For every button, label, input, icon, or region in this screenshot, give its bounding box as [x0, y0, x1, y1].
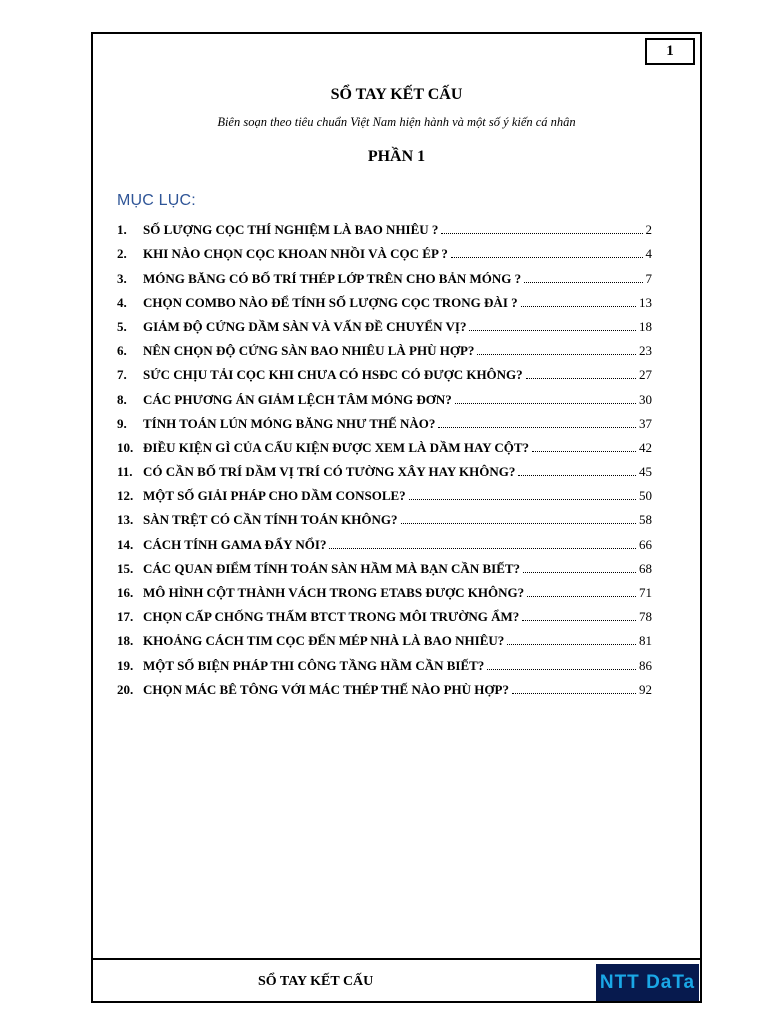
toc-entry[interactable]	[117, 432, 652, 456]
toc-leader-dots	[487, 669, 636, 670]
toc-entry[interactable]	[117, 649, 652, 673]
toc-entry[interactable]	[117, 359, 652, 383]
toc-entry-page: 42	[639, 439, 652, 455]
toc-entry-title: ĐIỀU KIỆN GÌ CỦA CẤU KIỆN ĐƯỢC XEM LÀ DẦM HAY CỘT?	[143, 439, 530, 455]
toc-entry-number: 10.	[117, 439, 134, 455]
toc-entry[interactable]	[117, 287, 652, 311]
toc-entry-page: 4	[645, 246, 652, 262]
toc-leader-dots	[477, 354, 636, 355]
toc-entry[interactable]	[117, 504, 652, 528]
toc-entry-number: 18.	[117, 633, 134, 649]
toc-entry-page: 66	[639, 536, 652, 552]
toc-entry[interactable]	[117, 528, 652, 552]
toc-entry-title: CHỌN CẤP CHỐNG THẤM BTCT TRONG MÔI TRƯỜNG ẨM?	[143, 609, 520, 625]
toc-leader-dots	[526, 378, 636, 379]
toc-leader-dots	[401, 523, 636, 524]
toc-entry[interactable]	[117, 601, 652, 625]
toc-entry-number: 6.	[117, 343, 127, 359]
toc-entry-title: MỘT SỐ GIẢI PHÁP CHO DẦM CONSOLE?	[143, 488, 406, 504]
company-logo	[596, 964, 699, 1001]
toc-entry-page: 68	[639, 560, 652, 576]
toc-leader-dots	[455, 403, 636, 404]
toc-entry-page: 92	[639, 681, 652, 697]
toc-entry-number: 20.	[117, 681, 134, 697]
toc-leader-dots	[532, 451, 636, 452]
toc-entry[interactable]	[117, 335, 652, 359]
toc-entry-number: 17.	[117, 609, 134, 625]
toc-entry-page: 58	[639, 512, 652, 528]
toc-entry[interactable]	[117, 456, 652, 480]
document-subtitle: Biên soạn theo tiêu chuẩn Việt Nam hiện hành và một số ý kiến cá nhân	[217, 115, 576, 129]
toc-entry[interactable]	[117, 408, 652, 432]
toc-entry-title: SÀN TRỆT CÓ CẦN TÍNH TOÁN KHÔNG?	[143, 512, 398, 528]
toc-entry[interactable]	[117, 214, 652, 238]
toc-leader-dots	[522, 620, 636, 621]
toc-entry-page: 50	[639, 488, 652, 504]
toc-entry[interactable]	[117, 238, 652, 262]
toc-leader-dots	[441, 233, 642, 234]
toc-leader-dots	[451, 257, 643, 258]
toc-entry-page: 18	[639, 318, 652, 334]
toc-entry-title: CHỌN COMBO NÀO ĐỂ TÍNH SỐ LƯỢNG CỌC TRONG ĐÀI ?	[143, 294, 518, 310]
toc-entry-title: KHOẢNG CÁCH TIM CỌC ĐẾN MÉP NHÀ LÀ BAO NHIÊU?	[143, 633, 505, 649]
footer-title: SỔ TAY KẾT CẤU	[258, 974, 374, 989]
toc-entry-number: 13.	[117, 512, 134, 528]
toc-entry-page: 45	[639, 464, 652, 480]
toc-entry-number: 5.	[117, 318, 127, 334]
toc-leader-dots	[527, 596, 636, 597]
toc-entry-title: MỘT SỐ BIỆN PHÁP THI CÔNG TẦNG HẦM CẦN BIẾT?	[143, 657, 485, 673]
part-heading: PHẦN 1	[367, 148, 426, 165]
toc-entry-number: 4.	[117, 294, 127, 310]
toc-entry-title: CÁCH TÍNH GAMA ĐẨY NỔI?	[143, 536, 327, 552]
toc-entry[interactable]	[117, 577, 652, 601]
toc-entry-number: 16.	[117, 585, 134, 600]
toc-entry-title: CÁC PHƯƠNG ÁN GIẢM LỆCH TÂM MÓNG ĐƠN?	[143, 391, 452, 407]
toc-entry-number: 12.	[117, 488, 134, 504]
toc-entry-page: 23	[639, 343, 652, 359]
toc-entry-title: GIẢM ĐỘ CỨNG DẦM SÀN VÀ VẤN ĐỀ CHUYỂN VỊ?	[143, 318, 467, 334]
toc-entry-title: SỐ LƯỢNG CỌC THÍ NGHIỆM LÀ BAO NHIÊU ?	[143, 222, 439, 238]
toc-leader-dots	[518, 475, 636, 476]
toc-entry-page: 78	[639, 609, 652, 625]
toc-entry-page: 30	[639, 391, 652, 407]
toc-entry[interactable]	[117, 383, 652, 407]
toc-leader-dots	[524, 282, 642, 283]
toc-entry-number: 15.	[117, 560, 134, 576]
toc-entry-page: 71	[639, 585, 652, 600]
toc-entry-number: 1.	[117, 222, 127, 238]
document-title: SỔ TAY KẾT CẤU	[330, 86, 463, 103]
toc-leader-dots	[409, 499, 636, 500]
toc-entry-title: TÍNH TOÁN LÚN MÓNG BĂNG NHƯ THẾ NÀO?	[143, 415, 436, 431]
toc-entry-page: 2	[645, 222, 652, 238]
toc-entry[interactable]	[117, 553, 652, 577]
toc-entry-number: 11.	[117, 464, 133, 480]
page-footer	[91, 958, 702, 1003]
toc-entry[interactable]	[117, 311, 652, 335]
logo-text: NTT DaTa	[599, 971, 696, 993]
toc-leader-dots	[512, 693, 636, 694]
toc-entry-title: KHI NÀO CHỌN CỌC KHOAN NHỒI VÀ CỌC ÉP ?	[143, 246, 448, 262]
toc-entry[interactable]	[117, 674, 652, 698]
toc-leader-dots	[469, 330, 636, 331]
toc-entry[interactable]	[117, 262, 652, 286]
toc-entry-page: 81	[639, 633, 652, 649]
toc-entry-page: 86	[639, 657, 652, 673]
toc-leader-dots	[438, 427, 636, 428]
toc-entry-title: MÔ HÌNH CỘT THÀNH VÁCH TRONG ETABS ĐƯỢC KHÔNG?	[143, 585, 525, 600]
toc-entry-number: 2.	[117, 246, 127, 262]
toc-entry-number: 7.	[117, 367, 127, 383]
toc-entry-title: MÓNG BĂNG CÓ BỐ TRÍ THÉP LỚP TRÊN CHO BẢN MÓNG ?	[143, 270, 522, 286]
toc-entry-title: CÓ CẦN BỐ TRÍ DẦM VỊ TRÍ CÓ TƯỜNG XÂY HAY KHÔNG?	[143, 464, 516, 480]
toc-entry-number: 14.	[117, 536, 134, 552]
toc-entry-title: SỨC CHỊU TẢI CỌC KHI CHƯA CÓ HSĐC CÓ ĐƯỢC KHÔNG?	[143, 367, 523, 383]
toc-entry-number: 8.	[117, 391, 127, 407]
page-number-box: 1	[645, 38, 695, 65]
toc-leader-dots	[521, 306, 636, 307]
toc-entry-number: 9.	[117, 415, 127, 431]
toc-leader-dots	[507, 644, 636, 645]
toc-entry[interactable]	[117, 625, 652, 649]
table-of-contents	[117, 214, 652, 698]
toc-entry-page: 37	[639, 415, 652, 431]
toc-entry-number: 3.	[117, 270, 127, 286]
toc-entry-page: 7	[645, 270, 652, 286]
toc-entry-page: 13	[639, 294, 652, 310]
toc-entry-title: NÊN CHỌN ĐỘ CỨNG SÀN BAO NHIÊU LÀ PHÙ HỢP?	[143, 343, 475, 359]
toc-entry-number: 19.	[117, 657, 134, 673]
toc-entry-title: CÁC QUAN ĐIỂM TÍNH TOÁN SÀN HẦM MÀ BẠN CẦN BIẾT?	[143, 560, 521, 576]
toc-entry-page: 27	[639, 367, 652, 383]
toc-leader-dots	[329, 548, 636, 549]
toc-leader-dots	[523, 572, 636, 573]
toc-entry-title: CHỌN MÁC BÊ TÔNG VỚI MÁC THÉP THẾ NÀO PHÙ HỢP?	[143, 681, 509, 697]
toc-entry[interactable]	[117, 480, 652, 504]
toc-heading: MỤC LỤC:	[117, 192, 196, 209]
